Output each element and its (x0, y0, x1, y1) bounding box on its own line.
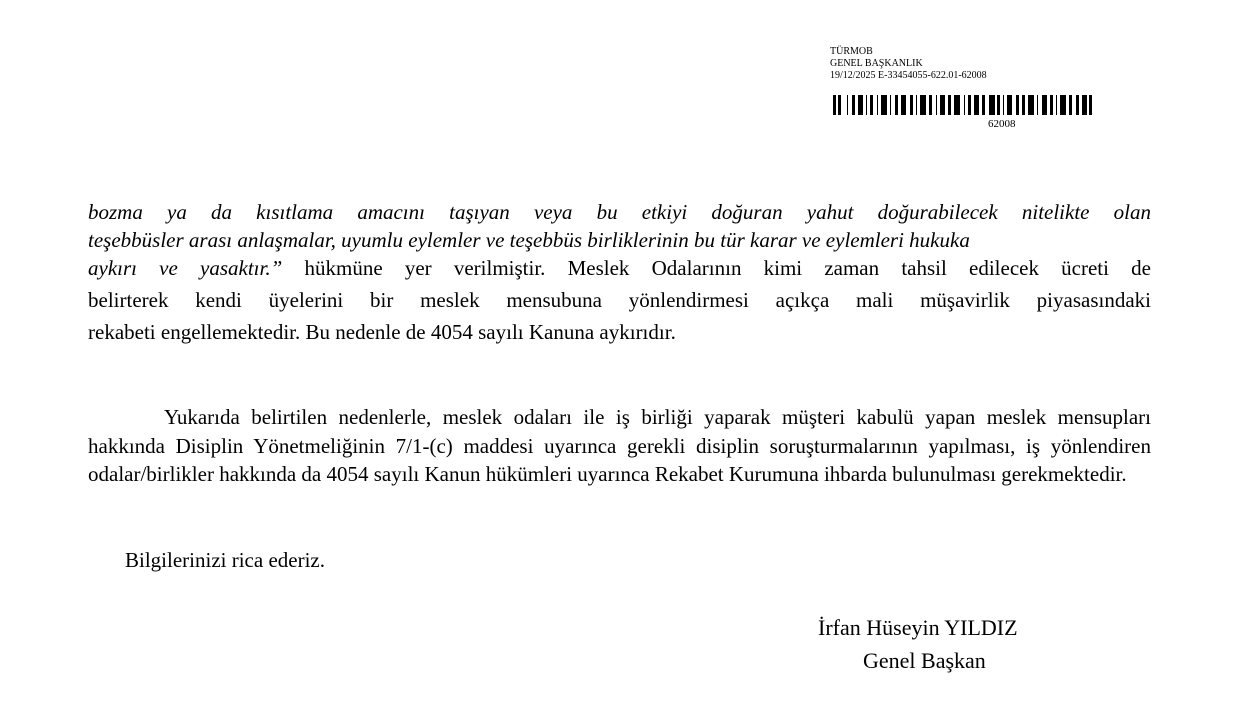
body-text: hükmüne yer verilmiştir. Meslek Odalarının kimi zaman tahsil edilecek ücreti de (282, 256, 1151, 280)
barcode-bar (968, 95, 971, 115)
paragraph-line (88, 318, 1151, 346)
body-text: belirterek kendi üyelerini bir meslek mensubuna yönlendirmesi açıkça mali müşavirlik piyasasındaki (88, 288, 1151, 312)
barcode-bar (916, 95, 917, 115)
signatory-name: İrfan Hüseyin YILDIZ (818, 615, 1018, 640)
barcode-bar (1082, 95, 1087, 115)
barcode-bar (1028, 95, 1034, 115)
paragraph-disciplinary: Yukarıda belirtilen nedenlerle, meslek odaları ile iş birliği yaparak müşteri kabulü yapan meslek mensupları hakkında Disiplin Yönetmeliğinin 7/1-(c) maddesi uyarınca gerekli disiplin soruşturmalarının yapılması, iş yönlendiren odalar/birlikler hakkında da 4054 sayılı Kanun hükümleri uyarınca Rekabet Kurumuna ihbarda bulunulması gerekmektedir. (88, 405, 1151, 486)
barcode-bar (890, 95, 891, 115)
barcode-bar (997, 95, 1000, 115)
barcode-bar (1069, 95, 1072, 115)
closing-line: Bilgilerinizi rica ederiz. (125, 548, 325, 572)
barcode-bar (1003, 95, 1004, 115)
barcode (833, 95, 1175, 115)
barcode-bar (866, 95, 867, 115)
barcode-bar (877, 95, 878, 115)
barcode-bar (838, 95, 841, 115)
barcode-bar (982, 95, 985, 115)
paragraph-line (88, 286, 1151, 314)
barcode-bar (954, 95, 960, 115)
quoted-text: bozma ya da kısıtlama amacını taşıyan veya bu etkiyi doğuran yahut doğurabilecek nitelikte olan (88, 200, 1151, 224)
body-text: rekabeti engellemektedir. Bu nedenle de 4054 sayılı Kanuna aykırıdır. (88, 320, 676, 344)
barcode-bar (1076, 95, 1079, 115)
barcode-bar (1042, 95, 1047, 115)
barcode-bar (929, 95, 932, 115)
paragraph-competition-law (88, 198, 1151, 346)
barcode-bar (858, 95, 863, 115)
barcode-bar (940, 95, 945, 115)
barcode-bar (1022, 95, 1025, 115)
barcode-bar (910, 95, 913, 115)
barcode-bar (833, 95, 836, 115)
barcode-bar (852, 95, 855, 115)
barcode-bar (1089, 95, 1092, 115)
barcode-bar (936, 95, 937, 115)
barcode-bar (974, 95, 979, 115)
barcode-bar (989, 95, 995, 115)
barcode-bar (847, 95, 848, 115)
barcode-bar (870, 95, 873, 115)
quoted-text: teşebbüsler arası anlaşmalar, uyumlu eylemler ve teşebbüs birliklerinin bu tür karar ve eylemleri hukuka (88, 228, 970, 252)
barcode-number: 62008 (988, 118, 1016, 130)
barcode-bar (1056, 95, 1057, 115)
barcode-bar (1037, 95, 1038, 115)
paragraph-line (88, 198, 1151, 226)
quoted-text: aykırı ve yasaktır.” (88, 256, 283, 280)
signatory-title: Genel Başkan (863, 648, 986, 673)
barcode-bar (964, 95, 965, 115)
document-stamp (830, 46, 1180, 82)
stamp-department: GENEL BAŞKANLIK (830, 58, 923, 69)
paragraph-line (88, 226, 1151, 254)
barcode-bar (1060, 95, 1066, 115)
barcode-bar (1016, 95, 1019, 115)
barcode-bar (948, 95, 951, 115)
barcode-bar (881, 95, 887, 115)
barcode-bar (920, 95, 926, 115)
barcode-bar (901, 95, 906, 115)
stamp-organization: TÜRMOB (830, 46, 873, 57)
barcode-bar (1050, 95, 1053, 115)
stamp-reference: 19/12/2025 E-33454055-622.01-62008 (830, 70, 987, 81)
barcode-bar (895, 95, 898, 115)
barcode-bar (1007, 95, 1012, 115)
paragraph-line (88, 254, 1151, 282)
